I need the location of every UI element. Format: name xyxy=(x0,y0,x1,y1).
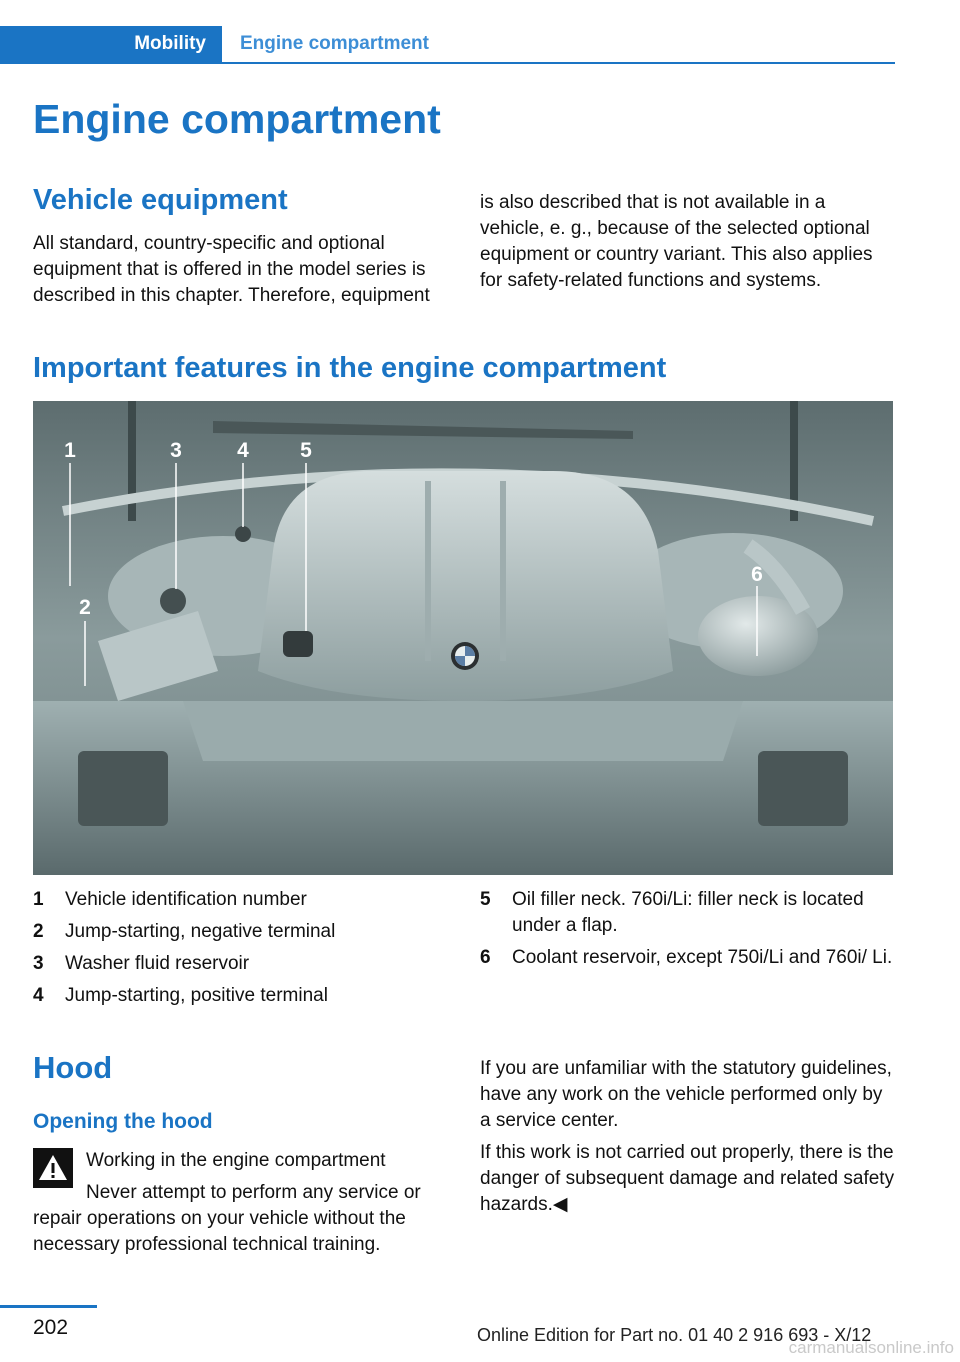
callout-2: 2 xyxy=(79,596,91,619)
legend-text: Jump-starting, positive terminal xyxy=(65,985,328,1006)
legend-left xyxy=(33,887,463,1015)
callout-6: 6 xyxy=(751,563,763,586)
opening-hood-title: Opening the hood xyxy=(33,1110,213,1133)
legend-number: 6 xyxy=(480,947,491,968)
running-header xyxy=(0,26,895,64)
warning-text: Never attempt to perform any service or repair operations on your vehicle without the necessary professional technical training. xyxy=(33,1182,421,1255)
legend-item xyxy=(33,887,463,913)
legend-item xyxy=(33,951,463,977)
legend-number: 2 xyxy=(33,921,44,942)
hood-right-paragraph-1: If you are unfamiliar with the statutory guidelines, have any work on the vehicle performed only by a service center. xyxy=(480,1058,892,1131)
footer-rule xyxy=(0,1305,97,1308)
engine-compartment-figure xyxy=(33,401,893,875)
legend-right xyxy=(480,887,895,977)
callout-3: 3 xyxy=(170,439,182,462)
section-tab-mobility: Mobility xyxy=(0,26,222,62)
legend-item xyxy=(33,983,463,1009)
warning-heading: Working in the engine compartment xyxy=(86,1150,386,1171)
callout-4: 4 xyxy=(237,439,249,462)
legend-text: Coolant reservoir, except 750i/Li and 760i/ Li. xyxy=(512,947,893,968)
hood-right-paragraph-2: If this work is not carried out properly, there is the danger of subsequent damage and related safety hazards.◀ xyxy=(480,1142,895,1215)
section-tab-current: Engine compartment xyxy=(240,33,429,54)
legend-number: 5 xyxy=(480,889,491,910)
legend-number: 4 xyxy=(33,985,44,1006)
page-number: 202 xyxy=(33,1316,69,1339)
legend-item xyxy=(480,887,895,939)
legend-text: Vehicle identification number xyxy=(65,889,307,910)
features-title: Important features in the engine compartment xyxy=(33,352,667,384)
bmw-logo-icon xyxy=(451,642,479,670)
page-title: Engine compartment xyxy=(33,96,441,142)
legend-number: 3 xyxy=(33,953,44,974)
legend-item xyxy=(33,919,463,945)
legend-text: Washer fluid reservoir xyxy=(65,953,250,974)
vehicle-equipment-text-right: is also described that is not available in a vehicle, e. g., because of the selected optional equipment or country variant. This also applies for safety-related functions and systems. xyxy=(480,192,873,291)
watermark: carmanualsonline.info xyxy=(788,1338,954,1357)
vehicle-equipment-title: Vehicle equipment xyxy=(33,184,288,216)
hood-title: Hood xyxy=(33,1050,113,1085)
callout-5: 5 xyxy=(300,439,312,462)
legend-text: Oil filler neck. 760i/Li: filler neck is located under a flap. xyxy=(512,889,864,936)
callout-1: 1 xyxy=(64,439,76,462)
legend-item xyxy=(480,945,895,971)
legend-text: Jump-starting, negative terminal xyxy=(65,921,336,942)
footer-edition: Online Edition for Part no. 01 40 2 916 693 - X/12 xyxy=(477,1325,872,1345)
vehicle-equipment-text-left: All standard, country-specific and optional equipment that is offered in the model series is described in this chapter. Therefore, equipment xyxy=(33,233,430,306)
legend-number: 1 xyxy=(33,889,44,910)
